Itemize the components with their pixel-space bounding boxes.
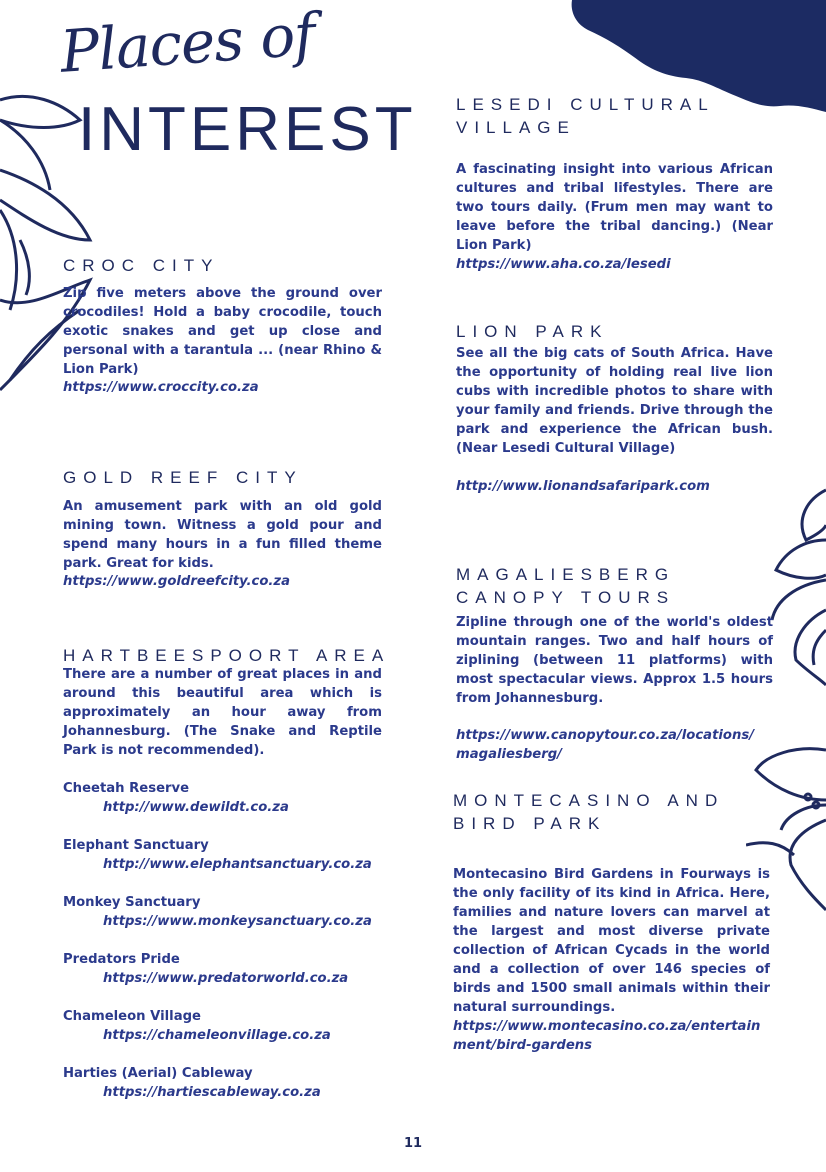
hartbeespoort-description: There are a number of great places in and around this beautiful area which is approximately an hour away from Johannesburg. (The Snake and Reptile Park is not recommended). xyxy=(63,667,382,758)
hartbeespoort-places-list xyxy=(63,779,393,1121)
croc-city-description: Zip five meters above the ground over crocodiles! Hold a baby crocodile, touch exotic snakes and get up close and personal with a tarantula ... (near Rhino & Lion Park) xyxy=(63,286,382,377)
montecasino-link-line-2[interactable]: ment/bird-gardens xyxy=(453,1038,593,1053)
lesedi-description: A fascinating insight into various African cultures and tribal lifestyles. There are two tours daily. (Frum men may want to leave before the tribal dancing.) (Near Lion Park) xyxy=(456,162,773,253)
page-number: 11 xyxy=(403,1136,423,1151)
croc-city-heading: CROC CITY xyxy=(63,256,220,275)
place-name: Predators Pride xyxy=(63,952,180,967)
canopy-link-line-1[interactable]: https://www.canopytour.co.za/locations/ xyxy=(456,728,755,743)
hartbeespoort-heading: HARTBEESPOORT AREA xyxy=(63,646,391,665)
place-link[interactable]: https://www.monkeysanctuary.co.za xyxy=(103,914,372,929)
place-link[interactable]: http://www.dewildt.co.za xyxy=(103,800,289,815)
list-item xyxy=(63,1007,393,1064)
gold-reef-city-heading: GOLD REEF CITY xyxy=(63,468,303,487)
flower-decoration-right-upper xyxy=(766,480,826,690)
lion-park-description: See all the big cats of South Africa. Have the opportunity of holding real live lion cubs with incredible photos to share with your family and friends. Drive through the park and experience the African bush. (Near Lesedi Cultural Village) xyxy=(456,346,773,456)
page-title: INTEREST xyxy=(78,95,417,164)
place-link[interactable]: http://www.elephantsanctuary.co.za xyxy=(103,857,372,872)
place-name: Cheetah Reserve xyxy=(63,781,190,796)
montecasino-description: Montecasino Bird Gardens in Fourways is the only facility of its kind in Africa. Here, families and nature lovers can marvel at the largest and most diverse private collection of African Cycads in the world and a collection of over 146 species of birds and 1500 small animals within their natural surroundings. xyxy=(453,867,770,1015)
gold-reef-city-description: An amusement park with an old gold mining town. Witness a gold pour and spend many hours in a fun filled theme park. Great for kids. xyxy=(63,499,382,571)
lion-park-link[interactable]: http://www.lionandsafaripark.com xyxy=(456,479,710,494)
canopy-link-line-2[interactable]: magaliesberg/ xyxy=(456,747,562,762)
place-link[interactable]: https://hartiescableway.co.za xyxy=(103,1085,321,1100)
montecasino-link-line-1[interactable]: https://www.montecasino.co.za/entertain xyxy=(453,1019,761,1034)
lesedi-link[interactable]: https://www.aha.co.za/lesedi xyxy=(456,257,671,272)
gold-reef-city-link[interactable]: https://www.goldreefcity.co.za xyxy=(63,574,290,589)
lion-park-heading: LION PARK xyxy=(456,322,609,341)
canopy-heading-line-1: MAGALIESBERG xyxy=(456,565,676,584)
canopy-heading-line-2: CANOPY TOURS xyxy=(456,588,676,607)
page-script-title: Places of xyxy=(58,0,317,86)
canopy-description: Zipline through one of the world's oldest mountain ranges. Two and half hours of ziplining (between 11 platforms) with most spectacular views. Approx 1.5 hours from Johannesburg. xyxy=(456,615,773,706)
list-item xyxy=(63,836,393,893)
place-name: Monkey Sanctuary xyxy=(63,895,201,910)
croc-city-link[interactable]: https://www.croccity.co.za xyxy=(63,380,259,395)
lesedi-heading-line-1: LESEDI CULTURAL xyxy=(456,95,715,114)
list-item xyxy=(63,950,393,1007)
place-name: Chameleon Village xyxy=(63,1009,201,1024)
lesedi-heading-line-2: VILLAGE xyxy=(456,118,576,137)
place-link[interactable]: https://www.predatorworld.co.za xyxy=(103,971,349,986)
place-name: Harties (Aerial) Cableway xyxy=(63,1066,253,1081)
montecasino-heading-line-1: MONTECASINO AND xyxy=(453,791,725,810)
list-item xyxy=(63,893,393,950)
list-item xyxy=(63,1064,393,1121)
place-link[interactable]: https://chameleonvillage.co.za xyxy=(103,1028,331,1043)
montecasino-heading-line-2: BIRD PARK xyxy=(453,814,607,833)
list-item xyxy=(63,779,393,836)
place-name: Elephant Sanctuary xyxy=(63,838,209,853)
